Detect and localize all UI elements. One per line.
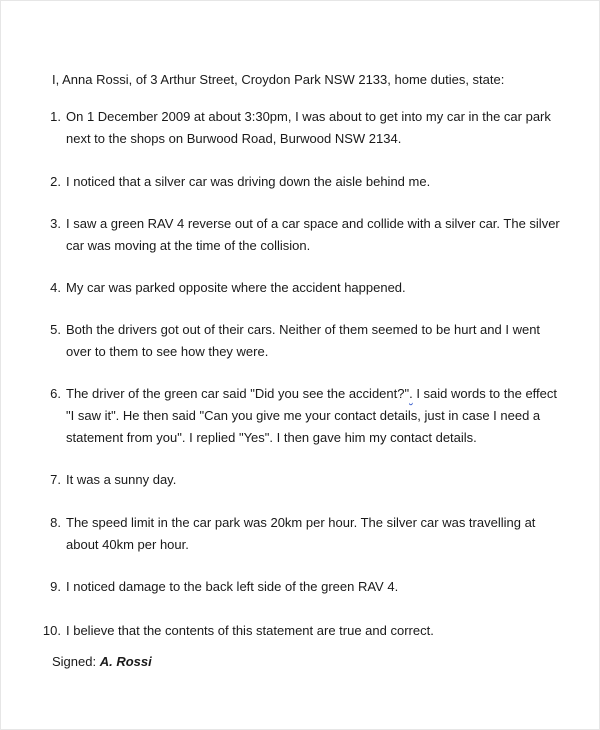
spellcheck-flag: . [409, 386, 413, 401]
item-text-part: I said words to the effect "I saw it". He then said "Can you give me your contact details, just in case I need a statement from you". I replied "Yes". I then gave him my contact details. [66, 386, 558, 445]
signature-name: A. Rossi [99, 654, 152, 669]
item-number: 3. [50, 216, 61, 231]
item-number: 5. [50, 322, 61, 337]
item-text: The speed limit in the car park was 20km per hour. The silver car was travelling at about 40km per hour. [66, 515, 536, 552]
item-text-part: The driver of the green car said "Did you see the accident?" [66, 386, 410, 401]
item-number: 9. [50, 579, 61, 594]
item-number: 1. [50, 109, 61, 124]
item-text: On 1 December 2009 at about 3:30pm, I was about to get into my car in the car park next to the shops on Burwood Road, Burwood NSW 2134. [66, 109, 551, 146]
item-number: 6. [50, 386, 61, 401]
item-number: 7. [50, 472, 61, 487]
item-number: 10. [42, 623, 61, 638]
item-number: 2. [50, 174, 61, 189]
signed-label: Signed: [52, 654, 97, 669]
item-text: It was a sunny day. [66, 472, 177, 487]
statement-intro: I, Anna Rossi, of 3 Arthur Street, Croydon Park NSW 2133, home duties, state: [52, 72, 505, 87]
item-text: I noticed damage to the back left side of the green RAV 4. [66, 579, 399, 594]
item-text: I believe that the contents of this statement are true and correct. [66, 623, 434, 638]
item-text: I noticed that a silver car was driving down the aisle behind me. [66, 174, 431, 189]
item-text: I saw a green RAV 4 reverse out of a car space and collide with a silver car. The silver car was moving at the time of the collision. [66, 216, 560, 253]
item-number: 4. [50, 280, 61, 295]
signature-line [52, 652, 152, 672]
item-text [66, 383, 561, 449]
item-number: 8. [50, 515, 61, 530]
item-text: My car was parked opposite where the accident happened. [66, 280, 406, 295]
item-text: Both the drivers got out of their cars. Neither of them seemed to be hurt and I went over to them to see how they were. [66, 322, 541, 359]
